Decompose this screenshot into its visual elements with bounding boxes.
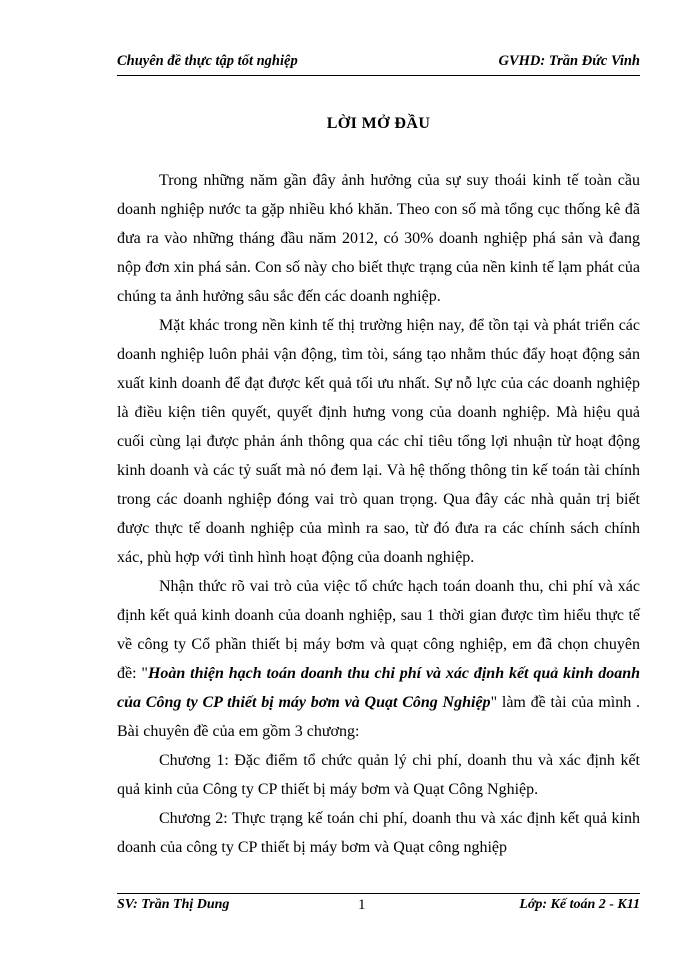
paragraph-3-intro: Nhận thức rõ vai trò của việc tổ chức hạch toán doanh thu, chi phí và xác định kết quả kinh doanh của doanh nghiệp, sau 1 thời gian được tìm hiểu thực tế về công ty Cổ phần thiết bị máy bơm và quạt công nghiệp, em đã chọn chuyên đề: " xyxy=(117,578,640,682)
page-header xyxy=(117,53,640,75)
header-left: Chuyên đề thực tập tốt nghiệp xyxy=(117,53,298,69)
page-title: LỜI MỞ ĐẦU xyxy=(326,115,431,132)
footer-class: Lớp: Kế toán 2 - K11 xyxy=(519,897,640,912)
paragraph-3 xyxy=(117,572,640,746)
chapter-2: Chương 2: Thực trạng kế toán chi phí, doanh thu và xác định kết quả kinh doanh của công ty CP thiết bị máy bơm và Quạt công nghiệp xyxy=(117,810,640,856)
header-divider xyxy=(117,75,640,76)
page-number: 1 xyxy=(358,897,366,913)
paragraph-1: Trong những năm gần đây ảnh hưởng của sự suy thoái kinh tế toàn cầu doanh nghiệp nước ta gặp nhiều khó khăn. Theo con số mà tổng cục thống kê đã đưa ra vào những tháng đầu năm 2012, có 30% doanh nghiệp phá sản và đang nộp đơn xin phá sản. Con số này cho biết thực trạng của nền kinh tế lạm phát của chúng ta ảnh hưởng sâu sắc đến các doanh nghiệp. xyxy=(117,172,640,305)
footer-student: SV: Trần Thị Dung xyxy=(117,897,230,912)
chapter-1: Chương 1: Đặc điểm tổ chức quản lý chi phí, doanh thu và xác định kết quả kinh của Công ty CP thiết bị máy bơm và Quạt Công Nghiệp. xyxy=(117,752,640,798)
page-footer xyxy=(117,897,640,919)
header-right: GVHD: Trần Đức Vinh xyxy=(498,53,640,69)
paragraph-3-outro: " làm đề tài của mình . Bài chuyên đề của em gồm 3 chương: xyxy=(117,694,640,740)
document-body xyxy=(117,166,640,862)
topic-title: Hoàn thiện hạch toán doanh thu chi phí và xác định kết quả kinh doanh của Công ty CP thiết bị máy bơm và Quạt Công Nghiệp xyxy=(117,665,640,711)
footer-divider xyxy=(117,893,640,894)
paragraph-2: Mặt khác trong nền kinh tế thị trường hiện nay, để tồn tại và phát triển các doanh nghiệp luôn phải vận động, tìm tòi, sáng tạo nhằm thúc đẩy hoạt động sản xuất kinh doanh để đạt được kết quả tối ưu nhất. Sự nỗ lực của các doanh nghiệp là điều kiện tiên quyết, quyết định hưng vong của doanh nghiệp. Mà hiệu quả cuối cùng lại được phản ánh thông qua các chỉ tiêu tổng lợi nhuận từ hoạt động kinh doanh và các tỷ suất mà nó đem lại. Và hệ thống thông tin kế toán tài chính trong các doanh nghiệp đóng vai trò quan trọng. Qua đây các nhà quản trị biết được thực tế doanh nghiệp của mình ra sao, từ đó đưa ra các chính sách chính xác, phù hợp với tình hình hoạt động của doanh nghiệp. xyxy=(117,317,640,566)
